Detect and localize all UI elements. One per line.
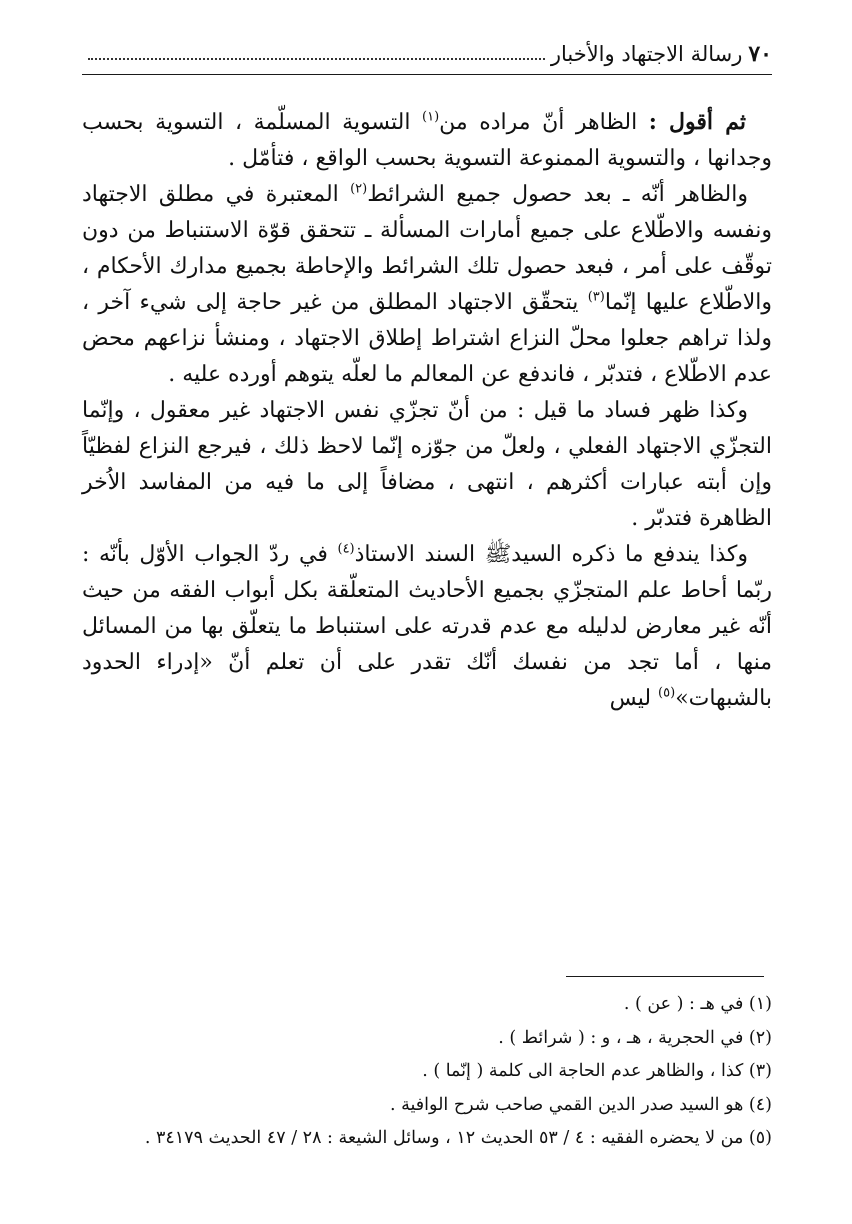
text-run: التسوية المسلّمة ، التسوية بحسب وجدانها ، والتسوية الممنوعة التسوية بحسب الواقع ، فتأمّل . [82,110,772,171]
dotted-leader [88,58,545,60]
text-run: وكذا يندفع ما ذكره السيد [511,542,748,567]
honorific-glyph: ﷺ [484,542,512,567]
footnote-2: (٢) في الحجرية ، هـ ، و : ( شرائط ) . [498,1027,772,1048]
paragraph-1 [82,104,772,177]
text-run: السند الاستاذ [354,542,485,567]
footnote-ref-4: (٤) [337,541,355,557]
page-number: ٧٠ [748,41,772,67]
footnote-separator [566,976,764,977]
footnote-3: (٣) كذا ، والظاهر عدم الحاجة الى كلمة ( إنّما ) . [422,1061,772,1081]
footnote-ref-5: (٥) [658,685,676,701]
text-run: والظاهر أنّه ـ بعد حصول جميع الشرائط [367,182,748,207]
running-title: رسالة الاجتهاد والأخبار [550,42,743,66]
text-run: في ردّ الجواب الأوّل بأنّه : ربّما أحاط علم المتجزّي بجميع الأحاديث المتعلّقة بكل أبواب الفقه من حيث أنّه غير معارض لدليله مع عدم قدرته على استنباط ما يتعلّق بها من المسائل منها ، أما تجد من نفسك أنّك تقدر على أن تعلم أنّ «إدراء الحدود بالشبهات» [82,542,772,711]
paragraph-lead: ثم أقول : [648,109,746,135]
footnote-4: (٤) هو السيد صدر الدين القمي صاحب شرح الوافية . [390,1094,772,1115]
text-run: المعتبرة في مطلق الاجتهاد ونفسه والاطّلاع على جميع أمارات المسألة ـ تتحقق قوّة الاستنباط من دون توقّف على أمر ، فبعد حصول تلك الشرائط والإحاطة بجميع مدارك الأحكام ، والاطّلاع عليها إنّما [82,182,772,315]
running-header [82,34,772,75]
text-run: ليس [609,686,659,711]
footnote-ref-2: (٢) [350,181,368,197]
paragraph-4 [82,537,772,717]
footnotes [82,988,772,1156]
text-run: وكذا ظهر فساد ما قيل : من أنّ تجزّي نفس الاجتهاد غير معقول ، وإنّما التجزّي الاجتهاد الفعلي ، ولعلّ من جوّزه إنّما لاحظ ذلك ، فيرجع النزاع لفظيّاً وإن أبته عبارات أكثرهم ، انتهى ، مضافاً إلى ما فيه من المفاسد الاُخر الظاهرة فتدبّر . [82,398,772,531]
footnote-5: (٥) من لا يحضره الفقيه : ٤ / ٥٣ الحديث ١٢ ، وسائل الشيعة : ٢٨ / ٤٧ الحديث ٣٤١٧٩ . [144,1128,772,1148]
text-run: يتحقّق الاجتهاد المطلق من غير حاجة إلى شيء آخر ، ولذا تراهم جعلوا محلّ النزاع اشتراط إطلاق الاجتهاد ، ومنشأ نزاعهم محض عدم الاطّلاع ، فتدبّر ، فاندفع عن المعالم ما لعلّه يتوهم أورده عليه . [82,290,772,387]
paragraph-2 [82,177,772,393]
footnote-ref-3: (٣) [587,289,605,305]
footnote-1: (١) في هـ : ( عن ) . [623,994,772,1014]
main-text [82,104,772,717]
paragraph-3 [82,393,772,537]
text-run: الظاهر أنّ مراده من [439,110,649,135]
footnote-ref-1: (١) [422,109,440,125]
